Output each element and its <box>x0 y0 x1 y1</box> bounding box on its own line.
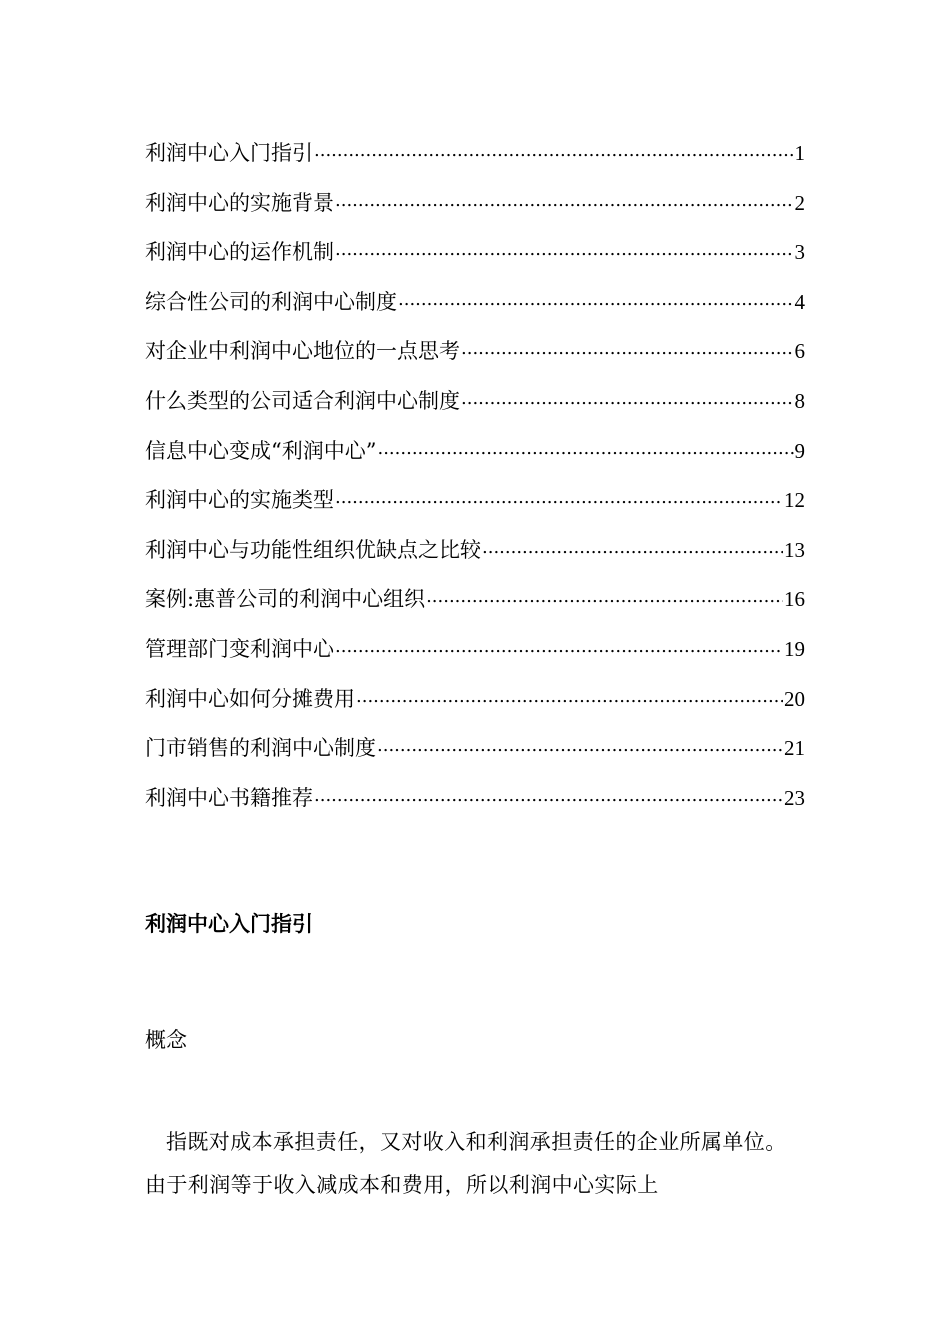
toc-entry-title: 对企业中利润中心地位的一点思考 <box>145 339 460 364</box>
toc-entry-title: 信息中心变成“利润中心” <box>145 438 377 463</box>
toc-entry[interactable] <box>145 286 805 336</box>
toc-entry-title: 门市销售的利润中心制度 <box>145 736 376 761</box>
toc-entry[interactable] <box>145 782 805 832</box>
section-heading: 利润中心入门指引 <box>145 912 313 936</box>
toc-entry-title: 利润中心与功能性组织优缺点之比较 <box>145 537 481 562</box>
toc-entry[interactable] <box>145 187 805 237</box>
toc-entry-page: 23 <box>784 785 805 810</box>
toc-entry-title: 利润中心的实施类型 <box>145 488 334 513</box>
table-of-contents <box>145 137 805 831</box>
toc-entry-page: 2 <box>794 190 805 215</box>
toc-entry[interactable] <box>145 484 805 534</box>
toc-entry[interactable] <box>145 633 805 683</box>
toc-entry-title: 利润中心如何分摊费用 <box>145 686 355 711</box>
toc-dot-leader <box>356 683 783 706</box>
toc-entry[interactable] <box>145 583 805 633</box>
toc-entry-page: 13 <box>784 537 805 562</box>
toc-dot-leader <box>377 435 793 458</box>
toc-entry-page: 12 <box>784 488 805 513</box>
body-paragraph: 指既对成本承担责任，又对收入和利润承担责任的企业所属单位。由于利润等于收入减成本和费用，所以利润中心实际上 <box>145 1130 787 1197</box>
toc-dot-leader <box>398 286 794 309</box>
toc-entry[interactable] <box>145 335 805 385</box>
toc-entry-page: 3 <box>794 240 805 265</box>
toc-dot-leader <box>314 782 783 805</box>
toc-entry-page: 8 <box>794 389 805 414</box>
toc-entry[interactable] <box>145 435 805 485</box>
toc-dot-leader <box>335 633 783 656</box>
toc-dot-leader <box>461 335 794 358</box>
toc-dot-leader <box>335 236 794 259</box>
toc-entry-page: 1 <box>794 141 805 166</box>
toc-entry[interactable] <box>145 385 805 435</box>
toc-entry-title: 利润中心的运作机制 <box>145 240 334 265</box>
toc-entry-page: 16 <box>784 587 805 612</box>
toc-entry-title: 利润中心入门指引 <box>145 141 313 166</box>
toc-entry-title: 案例:惠普公司的利润中心组织 <box>145 587 426 612</box>
toc-entry-page: 21 <box>784 736 805 761</box>
toc-entry-title: 管理部门变利润中心 <box>145 637 334 662</box>
toc-entry-page: 9 <box>794 438 805 463</box>
toc-entry-page: 20 <box>784 686 805 711</box>
toc-dot-leader <box>377 732 783 755</box>
toc-dot-leader <box>335 187 794 210</box>
toc-entry[interactable] <box>145 732 805 782</box>
toc-entry-page: 4 <box>794 289 805 314</box>
section-subheading: 概念 <box>145 1028 187 1052</box>
toc-dot-leader <box>482 534 783 557</box>
toc-entry-page: 19 <box>784 637 805 662</box>
toc-entry-title: 综合性公司的利润中心制度 <box>145 289 397 314</box>
toc-dot-leader <box>426 583 783 606</box>
toc-entry[interactable] <box>145 236 805 286</box>
toc-entry-title: 利润中心的实施背景 <box>145 190 334 215</box>
toc-entry-page: 6 <box>794 339 805 364</box>
toc-entry[interactable] <box>145 534 805 584</box>
toc-entry-title: 什么类型的公司适合利润中心制度 <box>145 389 460 414</box>
toc-dot-leader <box>335 484 783 507</box>
toc-dot-leader <box>461 385 794 408</box>
toc-entry-title: 利润中心书籍推荐 <box>145 785 313 810</box>
toc-entry[interactable] <box>145 683 805 733</box>
toc-entry[interactable] <box>145 137 805 187</box>
toc-dot-leader <box>314 137 794 160</box>
